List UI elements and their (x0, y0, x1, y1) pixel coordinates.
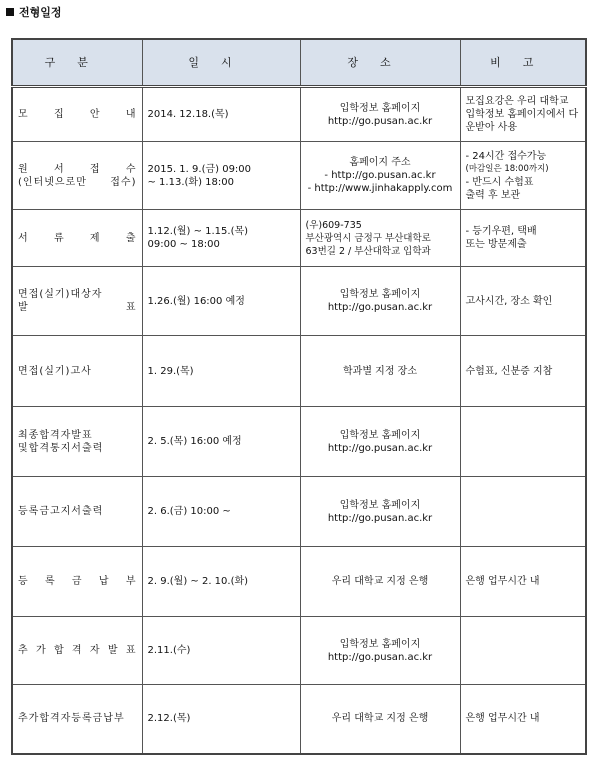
table-row (12, 210, 586, 267)
place-line: http://go.pusan.ac.kr (327, 651, 433, 663)
header-datetime: 일시 (142, 39, 300, 87)
category-line: 등록금고지서출력 (18, 506, 104, 517)
note-cell (460, 336, 586, 407)
place-cell (300, 617, 460, 685)
place-cell (300, 210, 460, 267)
category-line: 모 집 안 내 (18, 109, 137, 120)
datetime-line: 2014. 12.18.(목) (147, 109, 229, 120)
place-line: 학과별 지정 장소 (343, 365, 417, 377)
datetime-cell (142, 547, 300, 617)
place-line: http://go.pusan.ac.kr (327, 442, 433, 454)
place-line: 우리 대학교 지정 은행 (331, 713, 429, 725)
schedule-table (11, 38, 587, 755)
category-cell (12, 685, 142, 754)
note-line: (마감일은 18:00까지) (465, 163, 549, 174)
note-cell (460, 407, 586, 477)
note-line: 출력 후 보관 (465, 189, 521, 201)
datetime-line: 1. 29.(목) (147, 365, 194, 377)
note-line: - 24시간 접수가능 (465, 150, 547, 162)
note-cell (460, 547, 586, 617)
place-cell (300, 87, 460, 142)
datetime-cell (142, 336, 300, 407)
note-line: 또는 방문제출 (465, 239, 527, 250)
place-line: - http://www.jinhakapply.com (307, 183, 453, 194)
datetime-line: 2. 6.(금) 10:00 ~ (147, 506, 231, 517)
category-line: 면접(실기)고사 (18, 365, 92, 377)
datetime-cell (142, 617, 300, 685)
category-line: 및합격통지서출력 (18, 442, 104, 454)
table-row (12, 407, 586, 477)
note-line: 은행 업무시간 내 (465, 713, 540, 725)
place-cell (300, 407, 460, 477)
category-line: 등 록 금 납 부 (18, 576, 137, 587)
note-cell (460, 142, 586, 210)
square-bullet-icon (6, 8, 14, 16)
category-line: 서 류 제 출 (18, 232, 137, 244)
place-line: 부산광역시 금정구 부산대학로 (305, 232, 431, 244)
category-cell (12, 617, 142, 685)
note-line: - 등기우편, 택배 (465, 226, 537, 237)
place-line: 우리 대학교 지정 은행 (331, 576, 429, 587)
table-row (12, 547, 586, 617)
category-line: 원 서 접 수 (18, 163, 137, 175)
header-note: 비고 (460, 39, 586, 87)
table-row (12, 87, 586, 142)
header-category: 구분 (12, 39, 142, 87)
note-cell (460, 685, 586, 754)
header-place: 장소 (300, 39, 460, 87)
datetime-line: 2015. 1. 9.(금) 09:00 (147, 163, 252, 175)
table-row (12, 336, 586, 407)
table-row (12, 617, 586, 685)
place-line: (우)609-735 (305, 219, 362, 231)
category-line: 추 가 합 격 자 발 표 (18, 645, 137, 656)
category-cell (12, 142, 142, 210)
datetime-line: 1.12.(월) ~ 1.15.(목) (147, 226, 249, 237)
place-cell (300, 142, 460, 210)
category-cell (12, 87, 142, 142)
datetime-line: 2.12.(목) (147, 713, 191, 725)
place-cell (300, 267, 460, 336)
datetime-line: 2.11.(수) (147, 645, 191, 656)
datetime-cell (142, 267, 300, 336)
place-line: http://go.pusan.ac.kr (327, 115, 433, 127)
category-line: 발 표 (18, 302, 137, 313)
place-cell (300, 336, 460, 407)
note-line: - 반드시 수험표 (465, 176, 534, 188)
category-line: 추가합격자등록금납부 (18, 713, 125, 725)
section-title (6, 4, 62, 20)
category-line: (인터넷으로만 접수) (18, 176, 137, 188)
table-row (12, 477, 586, 547)
category-line: 최종합격자발표 (18, 429, 93, 441)
datetime-line: 2. 9.(월) ~ 2. 10.(화) (147, 576, 249, 587)
place-line: 입학정보 홈페이지 (339, 102, 421, 114)
category-cell (12, 547, 142, 617)
place-line: 입학정보 홈페이지 (339, 499, 421, 511)
category-cell (12, 210, 142, 267)
datetime-line: 2. 5.(목) 16:00 예정 (147, 436, 242, 447)
datetime-line: 09:00 ~ 18:00 (147, 239, 220, 250)
datetime-line: 1.26.(월) 16:00 예정 (147, 295, 245, 307)
table-row (12, 142, 586, 210)
note-cell (460, 617, 586, 685)
note-line: 은행 업무시간 내 (465, 576, 540, 587)
place-cell (300, 547, 460, 617)
note-line: 수험표, 신분증 지참 (465, 365, 553, 377)
note-cell (460, 477, 586, 547)
datetime-line: ~ 1.13.(화) 18:00 (147, 176, 234, 188)
note-cell (460, 267, 586, 336)
datetime-cell (142, 142, 300, 210)
table-row (12, 685, 586, 754)
datetime-cell (142, 407, 300, 477)
section-title-text: 전형일정 (19, 6, 62, 19)
note-line: 모집요강은 우리 대학교 입학정보 홈페이지에서 다운받아 사용 (465, 96, 579, 133)
category-line: 면접(실기)대상자 (18, 289, 103, 300)
table-header-row (12, 39, 586, 87)
place-line: - http://go.pusan.ac.kr (324, 170, 436, 181)
place-cell (300, 477, 460, 547)
datetime-cell (142, 87, 300, 142)
note-cell (460, 87, 586, 142)
datetime-cell (142, 685, 300, 754)
place-line: 입학정보 홈페이지 (339, 429, 421, 441)
datetime-cell (142, 210, 300, 267)
category-cell (12, 407, 142, 477)
place-line: 입학정보 홈페이지 (339, 289, 421, 300)
category-cell (12, 336, 142, 407)
place-cell (300, 685, 460, 754)
note-cell (460, 210, 586, 267)
datetime-cell (142, 477, 300, 547)
place-line: http://go.pusan.ac.kr (327, 302, 433, 313)
table-row (12, 267, 586, 336)
place-line: http://go.pusan.ac.kr (327, 512, 433, 524)
place-line: 홈페이지 주소 (349, 157, 411, 168)
category-cell (12, 267, 142, 336)
place-line: 63번길 2 / 부산대학교 입학과 (305, 245, 431, 257)
category-cell (12, 477, 142, 547)
note-line: 고사시간, 장소 확인 (465, 295, 553, 307)
place-line: 입학정보 홈페이지 (339, 638, 421, 650)
